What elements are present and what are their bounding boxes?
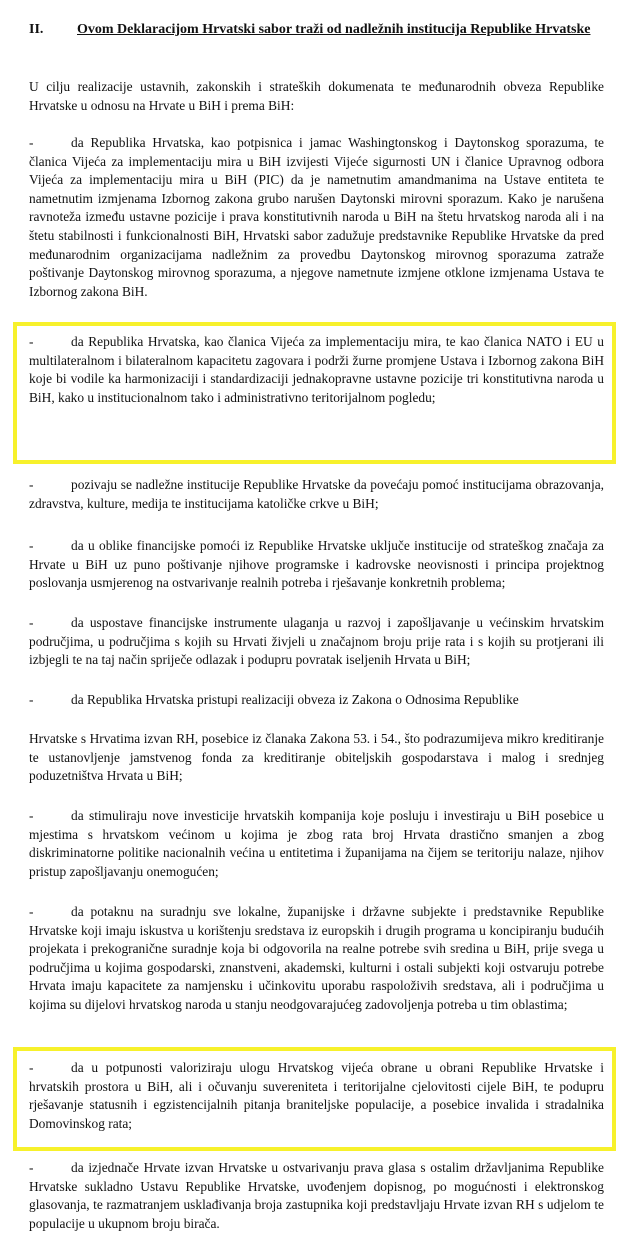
list-item xyxy=(29,807,604,881)
list-dash: - xyxy=(29,135,34,150)
list-item-text: da uspostave financijske instrumente ulaganja u razvoj i zapošljavanje u većinskim hrvatskim područjima, u područjima s kojih su Hrvati živjeli u značajnom broju prije rata i s kojih su protjerani ili izbjegli te na taj način spriječe odlazak i podupru povratak iseljenih Hrvata u BiH; xyxy=(29,615,604,668)
list-dash: - xyxy=(29,1060,34,1075)
list-item xyxy=(29,1059,604,1133)
list-item xyxy=(29,476,604,513)
list-item xyxy=(29,333,604,407)
list-item-text: da u oblike financijske pomoći iz Republike Hrvatske uključe institucije od strateškog značaja za Hrvate u BiH uz puno poštivanje njihove programske i kadrovske neovisnosti i principa projektnog poslovanja usmjerenog na ostvarivanje realnih potreba i rješavanje konkretnih problema; xyxy=(29,538,604,591)
section-number: II. xyxy=(29,22,44,37)
list-dash: - xyxy=(29,538,34,553)
list-dash: - xyxy=(29,904,34,919)
list-item-text: pozivaju se nadležne institucije Republike Hrvatske da povećaju pomoć institucijama obrazovanja, zdravstva, kulture, medija te institucijama katoličke crkve u BiH; xyxy=(29,477,604,511)
list-item xyxy=(29,614,604,670)
list-item-text: da potaknu na suradnju sve lokalne, županijske i državne subjekte i predstavnike Republike Hrvatske koji imaju iskustva u korištenju sredstava iz europskih i drugih programa u koncipiranju budućih projekata i prekogranične suradnje koja bi odgovorila na realne potrebe svih sredina u BiH, prije svega u područjima u kojima gospodarski, znanstveni, akademski, kulturni i ostali subjekti koji ostvaruju potrebe Hrvata imaju kapacitete za namjensku i učinkovitu uporabu raspoloživih sredstava, ali i područjima u kojima su dijelovi hrvatskog naroda u stanju neodgovarajućeg zadovoljenja potreba u tim oblastima; xyxy=(29,904,604,1012)
list-dash: - xyxy=(29,477,34,492)
list-dash: - xyxy=(29,692,34,707)
list-item-text: da stimuliraju nove investicije hrvatskih kompanija koje posluju i investiraju u BiH posebice u mjestima s hrvatskom većinom u kojima je zbog rata broj Hrvata drastično smanjen a zbog diskriminatorne politike nacionalnih većina u entitetima i županijama na čijem se teritoriju nalaze, njihov pristup zapošljavanju onemogućen; xyxy=(29,808,604,879)
list-item xyxy=(29,691,604,710)
list-item-text: da Republika Hrvatska pristupi realizaciji obveza iz Zakona o Odnosima Republike xyxy=(71,692,519,707)
list-dash: - xyxy=(29,334,34,349)
section-title: Ovom Deklaracijom Hrvatski sabor traži od nadležnih institucija Republike Hrvatske xyxy=(77,22,591,37)
list-item xyxy=(29,134,604,301)
list-item-text: da u potpunosti valoriziraju ulogu Hrvatskog vijeća obrane u obrani Republike Hrvatske i hrvatskih prostora u BiH, ali i očuvanju suvereniteta i teritorijalne cjelovitosti cijele BiH, te podupru rješavanje statusnih i egzistencijalnih pitanja braniteljske populacije, a posebice invalida i stradalnika Domovinskog rata; xyxy=(29,1060,604,1131)
intro-paragraph: U cilju realizacije ustavnih, zakonskih i strateških dokumenata te međunarodnih obveza Republike Hrvatske u odnosu na Hrvate u BiH i prema BiH: xyxy=(29,79,604,113)
list-dash: - xyxy=(29,615,34,630)
list-dash: - xyxy=(29,808,34,823)
list-item-text: da Republika Hrvatska, kao članica Vijeća za implementaciju mira, te kao članica NATO i EU u multilateralnom i bilateralnom kapacitetu zagovara i podrži žurne promjene Ustava i Izbornog zakona BiH koje bi vodile ka harmonizaciji i standardizaciji jednakopravne ustavne pozicije tri konstitutivna naroda u BiH, kako u institucionalnom tako i administrativno teritorijalnom pogledu; xyxy=(29,334,604,405)
list-item xyxy=(29,537,604,593)
section-heading xyxy=(29,20,604,39)
list-item xyxy=(29,1159,604,1233)
list-item-text: da Republika Hrvatska, kao potpisnica i jamac Washingtonskog i Daytonskog sporazuma, te članica Vijeća za implementaciju mira u BiH izvijesti Vijeće sigurnosti UN i članice Upravnog odbora Vijeća za implementaciju mira u BiH (PIC) da je nametnutim amandmanima na Ustave entiteta te nametnutim izmjenama Izbornog zakona grubo narušen Daytonski mirovni sporazum. Kako je narušena ravnoteža između ustavne pozicije i prava konstitutivnih naroda u BiH na štetu hrvatskog naroda ali i na štetu stabilnosti i funkcionalnosti BiH, Hrvatski sabor zadužuje predstavnike Republike Hrvatske da pred međunarodnim organizacijama nadležnim za provedbu Daytonskog mirovnog sporazuma zatraže poštivanje Daytonskog mirovnog sporazuma, a njegove nametnute izmjene otklone izmjenama Ustava te Izbornog zakona BiH. xyxy=(29,135,604,299)
continuation-paragraph: Hrvatske s Hrvatima izvan RH, posebice iz članaka Zakona 53. i 54., što podrazumijeva mikro kreditiranje te ustanovljenje jamstvenog fonda za kreditiranje obiteljskih gospodarstava i malog i srednjeg poduzetništva Hrvata u BiH; xyxy=(29,731,604,784)
list-dash: - xyxy=(29,1160,34,1175)
list-item xyxy=(29,903,604,1015)
list-item-text: da izjednače Hrvate izvan Hrvatske u ostvarivanju prava glasa s ostalim državljanima Republike Hrvatske sukladno Ustavu Republike Hrvatske, uvođenjem dopisnog, po mogućnosti i elektronskog glasovanja, te razmatranjem usklađivanja broja zastupnika koji predstavljaju Hrvate izvan RH s udjelom te populacije u ukupnom broju birača. xyxy=(29,1160,604,1231)
